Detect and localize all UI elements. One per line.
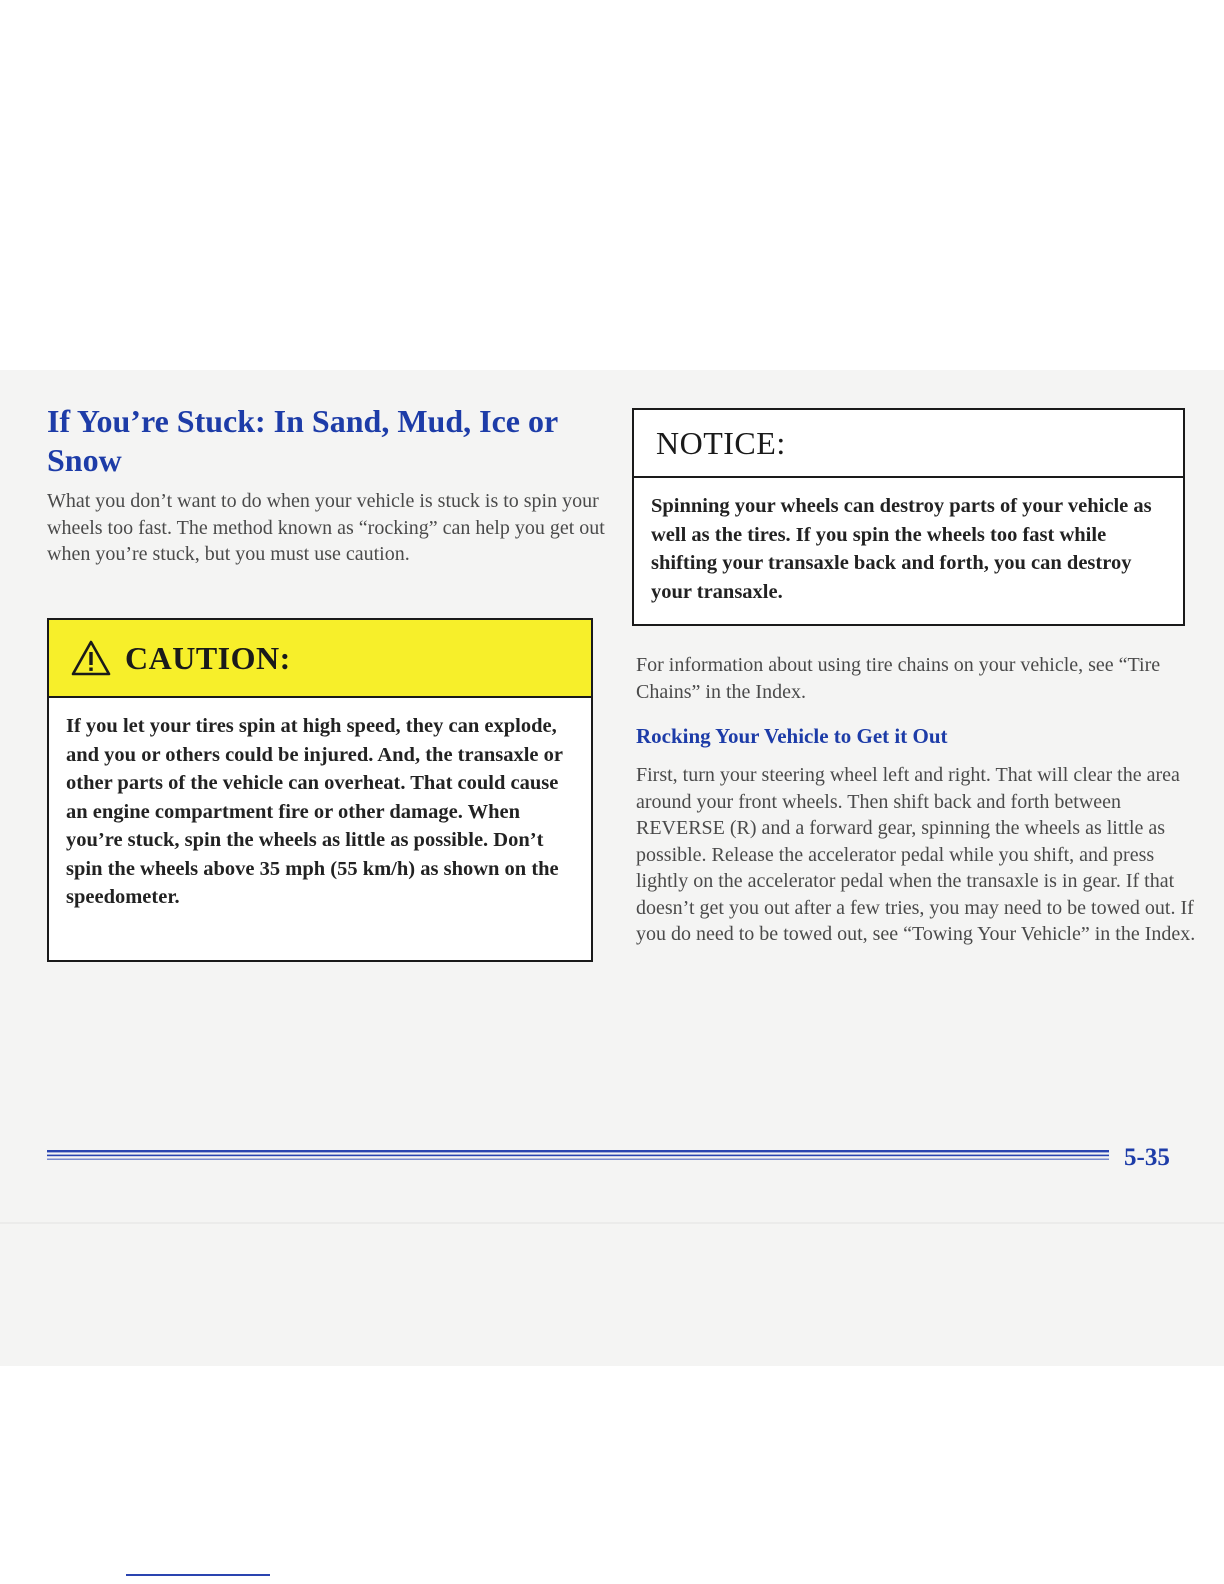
section-title: If You’re Stuck: In Sand, Mud, Ice or Snow — [47, 403, 558, 478]
bottom-rule — [126, 1574, 270, 1576]
rocking-paragraph: First, turn your steering wheel left and right. That will clear the area around your front wheels. Then shift back and forth between REVERSE (R) and a forward gear, spinning the wheels as little as possible. Release the accelerator pedal while you shift, and press lightly on the accelerator pedal when the transaxle is in gear. If that doesn’t get you out after a few tries, you may need to be towed out. If you do need to be towed out, see “Towing Your Vehicle” in the Index. — [636, 764, 1196, 945]
tire-chains-paragraph: For information about using tire chains on your vehicle, see “Tire Chains” in the Index. — [636, 654, 1161, 703]
footer-rule — [47, 1150, 1109, 1162]
intro-paragraph: What you don’t want to do when your vehicle is stuck is to spin your wheels too fast. The method known as “rocking” can help you get out when you’re stuck, but you must use caution. — [47, 490, 605, 565]
warning-triangle-icon — [71, 640, 111, 676]
caution-title: CAUTION: — [125, 639, 291, 676]
notice-header — [634, 410, 1183, 478]
caution-box — [47, 618, 593, 962]
page-edge — [0, 1222, 1224, 1224]
rocking-heading: Rocking Your Vehicle to Get it Out — [636, 724, 948, 748]
caution-header — [49, 620, 591, 698]
notice-title: NOTICE: — [656, 424, 786, 461]
notice-box — [632, 408, 1185, 626]
caution-body: If you let your tires spin at high speed, they can explode, and you or others could be injured. And, the transaxle or other parts of the vehicle can overheat. That could cause an engine compartment fire or other damage. When you’re stuck, spin the wheels as little as possible. Don’t spin the wheels above 35 mph (55 km/h) as shown on the speedometer. — [66, 715, 563, 908]
notice-body: Spinning your wheels can destroy parts of your vehicle as well as the tires. If you spin the wheels too fast while shifting your transaxle back and forth, you can destroy your transaxle. — [651, 495, 1152, 603]
page-number: 5-35 — [1124, 1144, 1170, 1171]
